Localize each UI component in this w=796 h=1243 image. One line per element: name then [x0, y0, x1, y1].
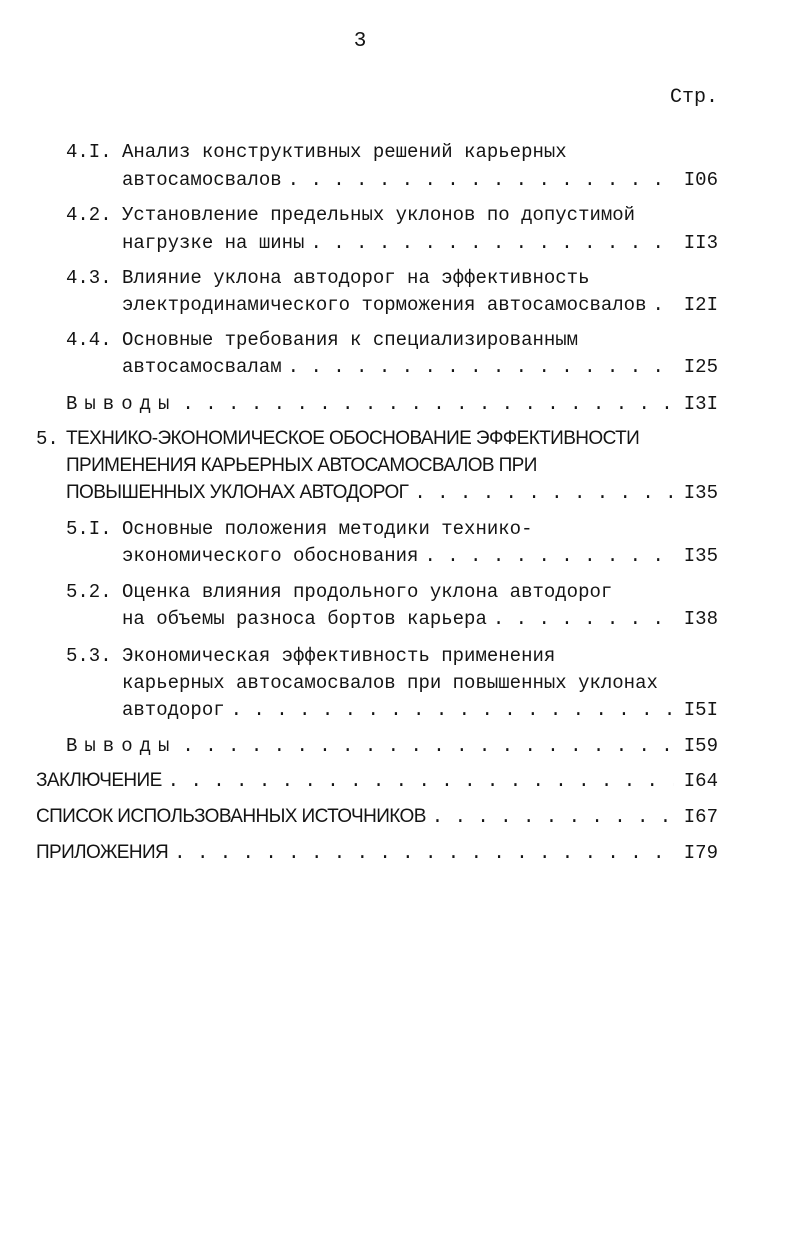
toc-entry-page: I3I — [683, 393, 718, 415]
toc-entry-5-3-line-2 — [122, 669, 718, 697]
toc-entry-page: I35 — [683, 482, 718, 504]
toc-entry-text: Основные положения методики технико- — [122, 518, 533, 540]
toc-entry-4-4-line-1 — [66, 326, 718, 354]
toc-entry-4-1-line-2 — [122, 166, 718, 194]
toc-entry-page: I06 — [683, 169, 718, 191]
toc-entry-page: I67 — [683, 806, 718, 828]
toc-entry-text: нагрузке на шины — [122, 232, 305, 254]
toc-entry-4-2-line-2 — [122, 229, 718, 257]
toc-entry-4-2-line-1 — [66, 201, 718, 229]
toc-entry-text: Оценка влияния продольного уклона автодорог — [122, 581, 613, 603]
toc-entry-page: II3 — [683, 232, 718, 254]
toc-entry-references — [36, 803, 718, 831]
toc-entry-5-line-1 — [36, 425, 718, 453]
toc-entry-page: I35 — [683, 545, 718, 567]
toc-entry-text: Анализ конструктивных решений карьерных — [122, 141, 567, 163]
toc-entry-text: карьерных автосамосвалов при повышенных уклонах — [122, 672, 658, 694]
toc-entry-conclusions-5 — [66, 732, 718, 760]
toc-leader-dots — [174, 839, 674, 867]
toc-entry-5-line-3 — [66, 479, 718, 507]
toc-entry-text: электродинамического торможения автосамосвалов — [122, 294, 647, 316]
toc-entry-page: I38 — [683, 608, 718, 630]
toc-entry-page: I79 — [683, 842, 718, 864]
toc-entry-text: на объемы разноса бортов карьера — [122, 608, 487, 630]
toc-leader-dots — [310, 229, 674, 257]
toc-entry-number: 5.I. — [66, 518, 112, 540]
toc-entry-page: I5I — [683, 699, 718, 721]
toc-entry-number: 5. — [36, 428, 59, 450]
toc-entry-text: автосамосвалам — [122, 356, 282, 378]
toc-entry-number: 4.3. — [66, 267, 112, 289]
toc-entry-page: I25 — [683, 356, 718, 378]
toc-entry-number: 4.4. — [66, 329, 112, 351]
page-column-header: Стр. — [669, 86, 718, 109]
toc-leader-dots — [288, 353, 674, 381]
toc-entry-5-2-line-1 — [66, 578, 718, 606]
toc-leader-dots — [424, 542, 674, 570]
toc-entry-5-2-line-2 — [122, 605, 718, 633]
toc-entry-4-3-line-2 — [122, 291, 718, 319]
toc-entry-text: автосамосвалов — [122, 169, 282, 191]
toc-entry-text: Основные требования к специализированным — [122, 329, 579, 351]
toc-leader-dots — [231, 696, 674, 724]
toc-entry-appendices — [36, 839, 718, 867]
toc-entry-text: Выводы — [66, 735, 177, 757]
toc-leader-dots — [653, 291, 675, 319]
toc-entry-4-1-line-1 — [66, 138, 718, 166]
toc-entry-page: I59 — [683, 735, 718, 757]
toc-entry-number: 4.I. — [66, 141, 112, 163]
toc-entry-text: Экономическая эффективность применения — [122, 645, 556, 667]
toc-entry-text: Влияние уклона автодорог на эффективность — [122, 267, 590, 289]
toc-entry-page: I64 — [683, 770, 718, 792]
toc-entry-4-4-line-2 — [122, 353, 718, 381]
toc-leader-dots — [182, 732, 674, 760]
toc-entry-text: Выводы — [66, 393, 177, 415]
page-number: 3 — [353, 30, 367, 53]
toc-entry-5-3-line-1 — [66, 642, 718, 670]
toc-entry-text: экономического обоснования — [122, 545, 419, 567]
toc-entry-5-line-2 — [66, 452, 718, 480]
toc-entry-text: автодорог — [122, 699, 225, 721]
toc-entry-text: ПОВЫШЕННЫХ УКЛОНАХ АВТОДОРОГ — [66, 482, 409, 503]
toc-entry-number: 5.2. — [66, 581, 112, 603]
toc-leader-dots — [288, 166, 674, 194]
toc-entry-text: СПИСОК ИСПОЛЬЗОВАННЫХ ИСТОЧНИКОВ — [36, 806, 426, 827]
toc-entry-text: ТЕХНИКО-ЭКОНОМИЧЕСКОЕ ОБОСНОВАНИЕ ЭФФЕКТИВНОСТИ — [66, 428, 640, 449]
toc-entry-5-1-line-1 — [66, 515, 718, 543]
toc-entry-number: 4.2. — [66, 204, 112, 226]
toc-entry-text: ПРИМЕНЕНИЯ КАРЬЕРНЫХ АВТОСАМОСВАЛОВ ПРИ — [66, 455, 537, 476]
toc-leader-dots — [432, 803, 674, 831]
toc-entry-number: 5.3. — [66, 645, 112, 667]
toc-entry-5-3-line-3 — [122, 696, 718, 724]
toc-leader-dots — [493, 605, 674, 633]
toc-leader-dots — [182, 390, 674, 418]
toc-entry-5-1-line-2 — [122, 542, 718, 570]
toc-entry-text: Установление предельных уклонов по допустимой — [122, 204, 636, 226]
toc-leader-dots — [414, 479, 674, 507]
toc-entry-page: I2I — [683, 294, 718, 316]
toc-entry-text: ЗАКЛЮЧЕНИЕ — [36, 770, 162, 791]
toc-entry-conclusions-4 — [66, 390, 718, 418]
toc-entry-conclusion — [36, 767, 718, 795]
toc-leader-dots — [168, 767, 674, 795]
toc-entry-4-3-line-1 — [66, 264, 718, 292]
toc-entry-text: ПРИЛОЖЕНИЯ — [36, 842, 169, 863]
